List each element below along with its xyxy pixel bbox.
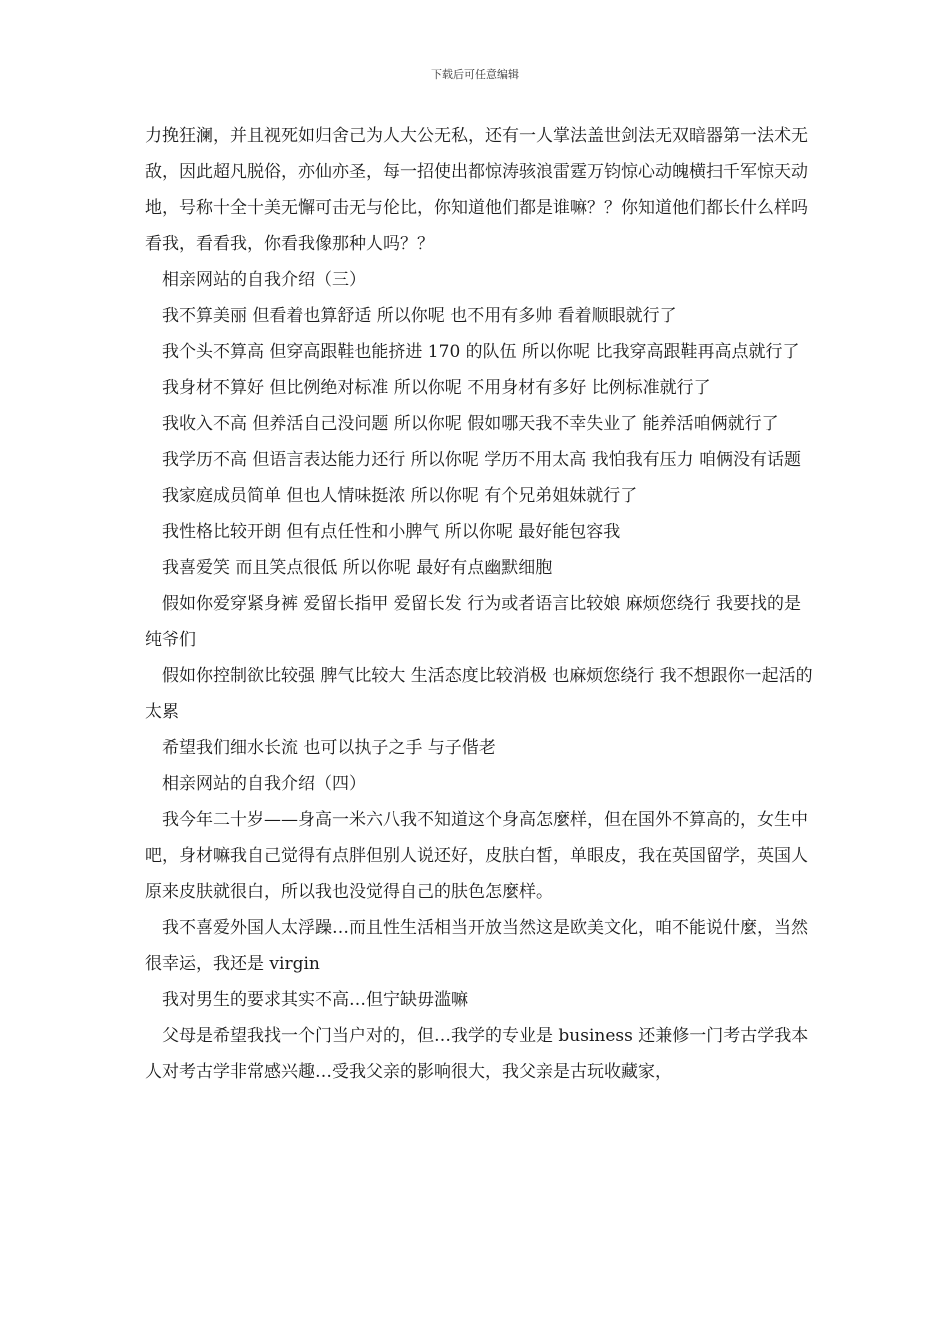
paragraph: 我个头不算高 但穿高跟鞋也能挤进 170 的队伍 所以你呢 比我穿高跟鞋再高点就行了: [162, 342, 800, 362]
paragraph: 我收入不高 但养活自己没问题 所以你呢 假如哪天我不幸失业了 能养活咱俩就行了: [162, 414, 779, 434]
paragraph: 希望我们细水长流 也可以执子之手 与子偕老: [162, 738, 496, 758]
section-heading: 相亲网站的自我介绍（四）: [162, 774, 366, 794]
page-header: 下载后可任意编辑: [431, 68, 519, 81]
paragraph: 我家庭成员简单 但也人情味挺浓 所以你呢 有个兄弟姐妹就行了: [162, 486, 638, 506]
paragraph: 力挽狂澜，并且视死如归舍己为人大公无私，还有一人掌法盖世剑法无双暗器第一法术无敌，因此超凡脱俗，亦仙亦圣，每一招使出都惊涛骇浪雷霆万钧惊心动魄横扫千军惊天动地，号称十全十美无懈可击无与伦比，你知道他们都是谁嘛？？你知道他们都长什么样吗看我，看看我，你看我像那种人吗？？: [145, 126, 808, 254]
paragraph: 我身材不算好 但比例绝对标准 所以你呢 不用身材有多好 比例标准就行了: [162, 378, 711, 398]
paragraph: 我学历不高 但语言表达能力还行 所以你呢 学历不用太高 我怕我有压力 咱俩没有话题: [162, 450, 802, 470]
document-body: [145, 118, 815, 1090]
paragraph: 我不喜爱外国人太浮躁…而且性生活相当开放当然这是欧美文化，咱不能说什麼，当然很幸运，我还是 virgin: [145, 918, 808, 974]
paragraph: 假如你控制欲比较强 脾气比较大 生活态度比较消极 也麻烦您绕行 我不想跟你一起活的太累: [145, 666, 813, 722]
paragraph: 我对男生的要求其实不高…但宁缺毋滥嘛: [162, 990, 468, 1010]
paragraph: 我不算美丽 但看着也算舒适 所以你呢 也不用有多帅 看着顺眼就行了: [162, 306, 677, 326]
paragraph: 父母是希望我找一个门当户对的，但…我学的专业是 business 还兼修一门考古学我本人对考古学非常感兴趣…受我父亲的影响很大，我父亲是古玩收藏家，: [145, 1026, 809, 1082]
paragraph: 我喜爱笑 而且笑点很低 所以你呢 最好有点幽默细胞: [162, 558, 553, 578]
paragraph: 我今年二十岁——身高一米六八我不知道这个身高怎麼样，但在国外不算高的，女生中吧，身材嘛我自己觉得有点胖但别人说还好，皮肤白皙，单眼皮，我在英国留学，英国人原来皮肤就很白，所以我也没觉得自己的肤色怎麼样。: [145, 810, 808, 902]
paragraph: 假如你爱穿紧身裤 爱留长指甲 爱留长发 行为或者语言比较娘 麻烦您绕行 我要找的是纯爷们: [145, 594, 802, 650]
section-heading: 相亲网站的自我介绍（三）: [162, 270, 366, 290]
paragraph: 我性格比较开朗 但有点任性和小脾气 所以你呢 最好能包容我: [162, 522, 621, 542]
